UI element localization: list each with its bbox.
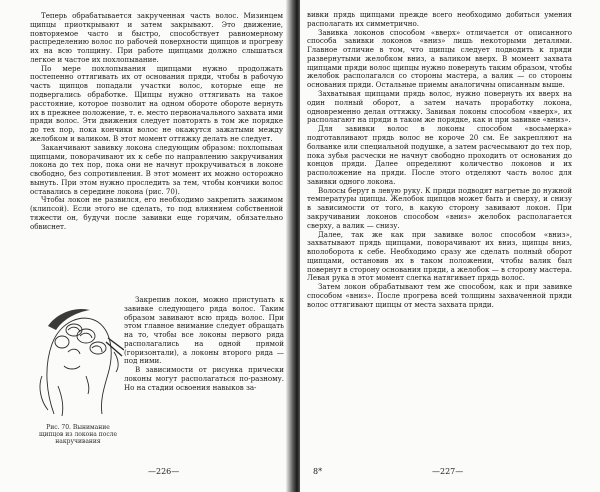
paragraph: Заканчивают завивку локона следующим образом: похлопывая щипцами, поворачивают их к себе по направлению закручивания локона до тех пор, пока они не начнут прокручиваться в локоне свободно, без сопротивления. В этот момент их можно осторожно вынуть. При этом нужно проследить за тем, чтобы кончики волос оставались в середине локона (рис. 70). bbox=[30, 142, 283, 196]
paragraph: По мере похлопывания щипцами нужно продолжать постепенно оттягивать их от основания пряди, чтобы в рабочую часть щипцов попадали участки волос, которые еще не подвергались обработке. Щипцы нужно оттягивать на такое расстояние, которое позволит на одном обороте обороте вернуть их в прежнее положение, т. е. место первоначального захвата ими пряди волос. Эти движения следует повторять в том же порядке до тех пор, пока кончики волос не окажутся зажатыми между желобком и валиком. В этот момент оттяжку делать не следует. bbox=[30, 63, 283, 143]
paragraph: Завивка локонов способом «вверх» отличается от описанного способа завивки локонов «вниз» лишь некоторыми деталями. Главное отличие в том, что щипцы следует подводить к пряди развернутыми желобком вниз, а валиком вверх. В момент захвата щипцами пряди волос щипцы нужно повернуть таким образом, чтобы желобок располагался со стороны мастера, а валик — со стороны основания пряди. Остальные приемы аналогичны описанным выше. bbox=[307, 27, 572, 90]
paragraph: Для завивки волос в локоны способом «восьмерка» подготавливают прядь волос не короче 20 см. Ее закрепляют на болванке или специальной подушке, а затем расчесывают до тех пор, пока зубья расчески не начнут свободно проходить от основания до концов пряди. Далее определяют количество локонов и их расположение на пряди. После этого отделяют часть волос для завивки одного локона. bbox=[307, 124, 572, 186]
figure-70-illustration bbox=[28, 296, 124, 422]
page-number-left: —226— bbox=[148, 467, 180, 476]
figure-caption: Рис. 70. Вынимание щипцов из локона после накручивания bbox=[38, 424, 118, 445]
page-number-right: —227— bbox=[432, 467, 464, 476]
paragraph: Закрепив локон, можно приступать к завивке следующего ряда волос. Таким образом завивают всю прядь волос. При этом главное внимание следует обращать на то, чтобы все локоны первого ряда располагались на одной прямой (горизонтали), а локоны второго ряда — под ними. bbox=[124, 295, 284, 366]
right-page bbox=[300, 0, 600, 492]
paragraph: Затем локон обрабатывают тем же способом, как и при завивке способом «вниз». После прогрева всей толщины захваченной пряди волос оттягивают щипцы от места захвата пряди. bbox=[307, 282, 572, 309]
left-page-column-text bbox=[124, 296, 284, 393]
left-page-text bbox=[30, 12, 283, 232]
paragraph: вивки прядь щипцами прежде всего необходимо добиться умения располагать их симметрично. bbox=[307, 10, 572, 28]
paragraph: Теперь обрабатывается закрученная часть волос. Мизинцем щипцы приоткрывают и затем закрывают. Это движение, повторяемое часто и быстро, способствует равномерному распределению волос по рабочей поверхности щипцов и прогреву их на всю толщину. При работе щипцами должно слышаться легкое и частое их похлопывание. bbox=[30, 11, 283, 64]
paragraph: Далее, так же как при завивке волос способом «вниз», захватывают прядь щипцами, поворачивают их вниз, щипцы вниз, вполоборота к себе. Необходимо сразу же сделать полный оборот щипцами, остановив их в таком положении, чтобы валик был повернут в сторону основания пряди, а желобок — в сторону мастера. Левая рука в этот момент слегка натягивает прядь волос. bbox=[307, 229, 572, 283]
paragraph: В зависимости от рисунка прически локоны могут располагаться по-разному. Но на стадии освоения навыков за- bbox=[124, 365, 284, 392]
paragraph: Чтобы локон не развился, его необходимо закрепить зажимом (клипсой). Если этого не сделать, то под влиянием собственной тяжести он, будучи после завивки еще горячим, обязательно обвиснет. bbox=[30, 195, 283, 231]
paragraph: Волосы берут в левую руку. К пряди подводят нагретые до нужной температуры щипцы. Желобок щипцов может быть и сверху, и снизу в зависимости от того, в какую сторону завивают локон. При закручивании локонов способом «вниз» желобок располагается сверху, а валик — снизу. bbox=[307, 185, 572, 230]
paragraph: Захватывая щипцами прядь волос, нужно повернуть их вверх на один полный оборот, а затем начать проработку локона, одновременно делая оттяжку. Завивая локоны способом «вверх», их располагают на пряди в таком же порядке, как и при завивке «вниз». bbox=[307, 89, 572, 125]
right-page-text bbox=[307, 11, 572, 310]
signature-mark: 8* bbox=[313, 467, 323, 476]
